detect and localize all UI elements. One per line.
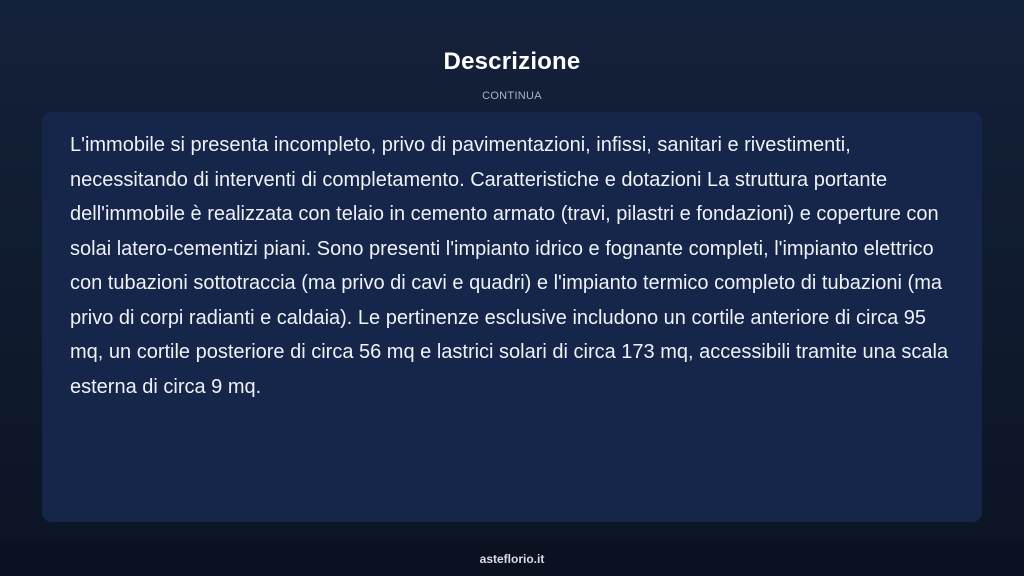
page-title: Descrizione — [443, 48, 581, 75]
footer-bar — [0, 543, 1024, 576]
continuation-label: CONTINUA — [482, 90, 542, 102]
description-card — [42, 112, 982, 522]
description-text: L'immobile si presenta incompleto, privo di pavimentazioni, infissi, sanitari e rivestimenti, necessitando di interventi di completamento. Caratteristiche e dotazioni La struttura portante dell'immobile è realizzata con telaio in cemento armato (travi, pilastri e fondazioni) e coperture con solai latero-cementizi piani. Sono presenti l'impianto idrico e fognante completi, l'impianto elettrico con tubazioni sottotraccia (ma privo di cavi e quadri) e l'impianto termico completo di tubazioni (ma privo di corpi radianti e caldaia). Le pertinenze esclusive includono un cortile anteriore di circa 95 mq, un cortile posteriore di circa 56 mq e lastrici solari di circa 173 mq, accessibili tramite una scala esterna di circa 9 mq. — [70, 134, 949, 398]
site-name: asteflorio.it — [479, 552, 545, 566]
